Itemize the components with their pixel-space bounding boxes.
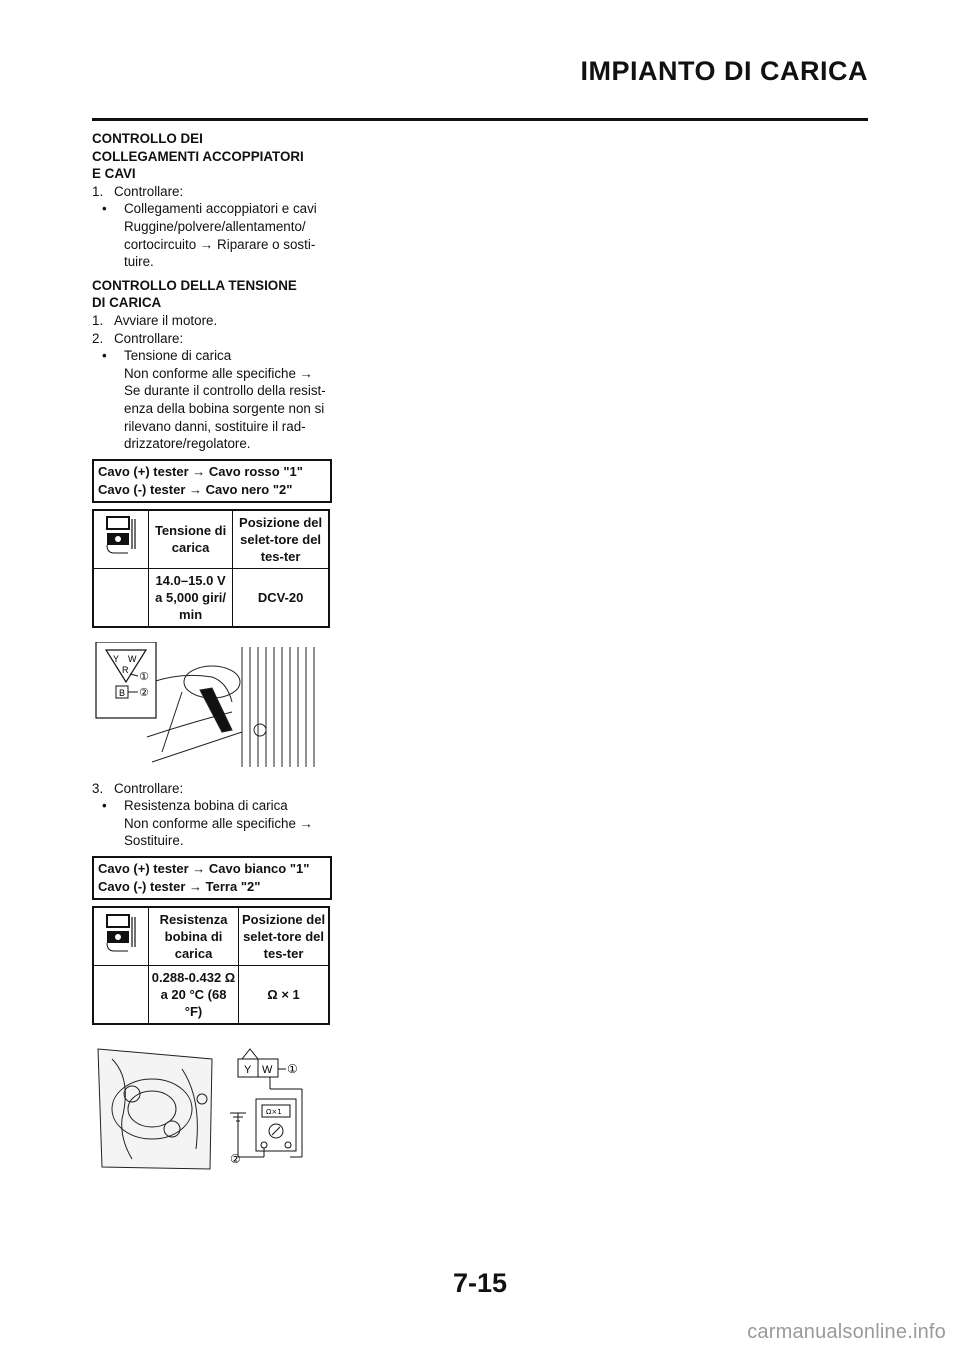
watermark: carmanualsonline.info bbox=[747, 1321, 946, 1343]
callout-1: ① bbox=[139, 669, 149, 683]
section1-title-line2: COLLEGAMENTI ACCOPPIATORI bbox=[92, 148, 304, 164]
section2-step1 bbox=[92, 312, 332, 330]
step-number: 1. bbox=[92, 312, 104, 328]
voltage-check-photo bbox=[92, 642, 332, 772]
table-value-resistance: 0.288-0.432 Ω a 20 °C (68 °F) bbox=[149, 966, 239, 1025]
arrow-icon: → bbox=[192, 861, 206, 877]
charging-voltage-spec-table bbox=[92, 509, 330, 628]
bullet-line: cortocircuito → Riparare o sosti- bbox=[124, 236, 316, 252]
arrow-icon: → bbox=[192, 463, 206, 479]
tester-connection-box: Cavo (+) tester → Cavo bianco "1" Cavo (-) tester → Terra "2" bbox=[92, 856, 332, 900]
callout-2: ② bbox=[230, 1152, 241, 1167]
arrow-icon: → bbox=[299, 815, 314, 831]
bullet-icon: • bbox=[102, 348, 107, 364]
section3-step3 bbox=[92, 780, 332, 798]
left-column bbox=[92, 130, 332, 1171]
page-header-title: IMPIANTO DI CARICA bbox=[580, 56, 868, 86]
bullet-icon: • bbox=[102, 201, 107, 217]
bullet-line: Non conforme alle specifiche → bbox=[124, 365, 314, 381]
step-text: Controllare: bbox=[114, 780, 184, 796]
section3-bullet bbox=[92, 797, 332, 850]
tester-connection-box: Cavo (+) tester → Cavo rosso "1" Cavo (-) tester → Cavo nero "2" bbox=[92, 459, 332, 503]
bullet-line: rilevano danni, sostituire il rad- bbox=[124, 418, 306, 434]
arrow-icon: → bbox=[199, 236, 214, 252]
section2-title-line1: CONTROLLO DELLA TENSIONE bbox=[92, 277, 297, 293]
table-value-selector: DCV-20 bbox=[233, 568, 329, 627]
multimeter-icon bbox=[93, 907, 149, 966]
bullet-line: Tensione di carica bbox=[124, 348, 232, 364]
wire-label-w: W bbox=[128, 653, 137, 664]
bullet-line: Sostituire. bbox=[124, 833, 184, 849]
step-number: 3. bbox=[92, 780, 104, 796]
table-value-selector: Ω × 1 bbox=[239, 966, 329, 1025]
section1-step1 bbox=[92, 183, 332, 201]
bullet-line: Non conforme alle specifiche → bbox=[124, 815, 314, 831]
step-number: 1. bbox=[92, 183, 104, 199]
bullet-line: drizzatore/regolatore. bbox=[124, 436, 251, 452]
bullet-line: Se durante il controllo della resist- bbox=[124, 383, 326, 399]
bullet-line: Collegamenti accoppiatori e cavi bbox=[124, 201, 317, 217]
bullet-line: Resistenza bobina di carica bbox=[124, 798, 288, 814]
table-header-resistance: Resistenza bobina di carica bbox=[149, 907, 239, 966]
coil-resistance-spec-table bbox=[92, 906, 330, 1025]
wire-label-r: R bbox=[122, 664, 129, 675]
arrow-icon: → bbox=[189, 879, 203, 895]
arrow-icon: → bbox=[299, 365, 314, 381]
wire-label-w: W bbox=[262, 1064, 273, 1077]
table-header-selector: Posizione del selet-tore del tes-ter bbox=[239, 907, 329, 966]
wire-label-y: Y bbox=[113, 653, 120, 664]
bullet-line: tuire. bbox=[124, 254, 154, 270]
table-header-voltage: Tensione di carica bbox=[149, 510, 233, 569]
multimeter-icon bbox=[93, 510, 149, 569]
arrow-icon: → bbox=[189, 481, 203, 497]
meter-range-label: Ω×1 bbox=[266, 1108, 282, 1117]
table-value-voltage: 14.0–15.0 V a 5,000 giri/ min bbox=[149, 568, 233, 627]
step-text: Avviare il motore. bbox=[114, 312, 218, 328]
callout-2: ② bbox=[139, 685, 149, 699]
page-number: 7-15 bbox=[452, 1268, 508, 1298]
section2-bullet bbox=[92, 347, 332, 453]
resistance-check-photo bbox=[92, 1039, 332, 1171]
step-number: 2. bbox=[92, 330, 104, 346]
wire-label-y: Y bbox=[244, 1064, 252, 1077]
wire-label-b: B bbox=[119, 687, 126, 698]
section2-step2 bbox=[92, 330, 332, 348]
section1-bullet bbox=[92, 200, 332, 270]
table-header-selector: Posizione del selet-tore del tes-ter bbox=[233, 510, 329, 569]
bullet-line: Ruggine/polvere/allentamento/ bbox=[124, 218, 306, 234]
callout-1: ① bbox=[287, 1062, 298, 1077]
bullet-line: enza della bobina sorgente non si bbox=[124, 400, 325, 416]
step-text: Controllare: bbox=[114, 183, 184, 199]
step-text: Controllare: bbox=[114, 330, 184, 346]
section1-title-line3: E CAVI bbox=[92, 166, 136, 182]
header-rule bbox=[92, 118, 868, 121]
bullet-icon: • bbox=[102, 798, 107, 814]
section1-title-line1: CONTROLLO DEI bbox=[92, 131, 203, 146]
section2-title-line2: DI CARICA bbox=[92, 295, 162, 311]
